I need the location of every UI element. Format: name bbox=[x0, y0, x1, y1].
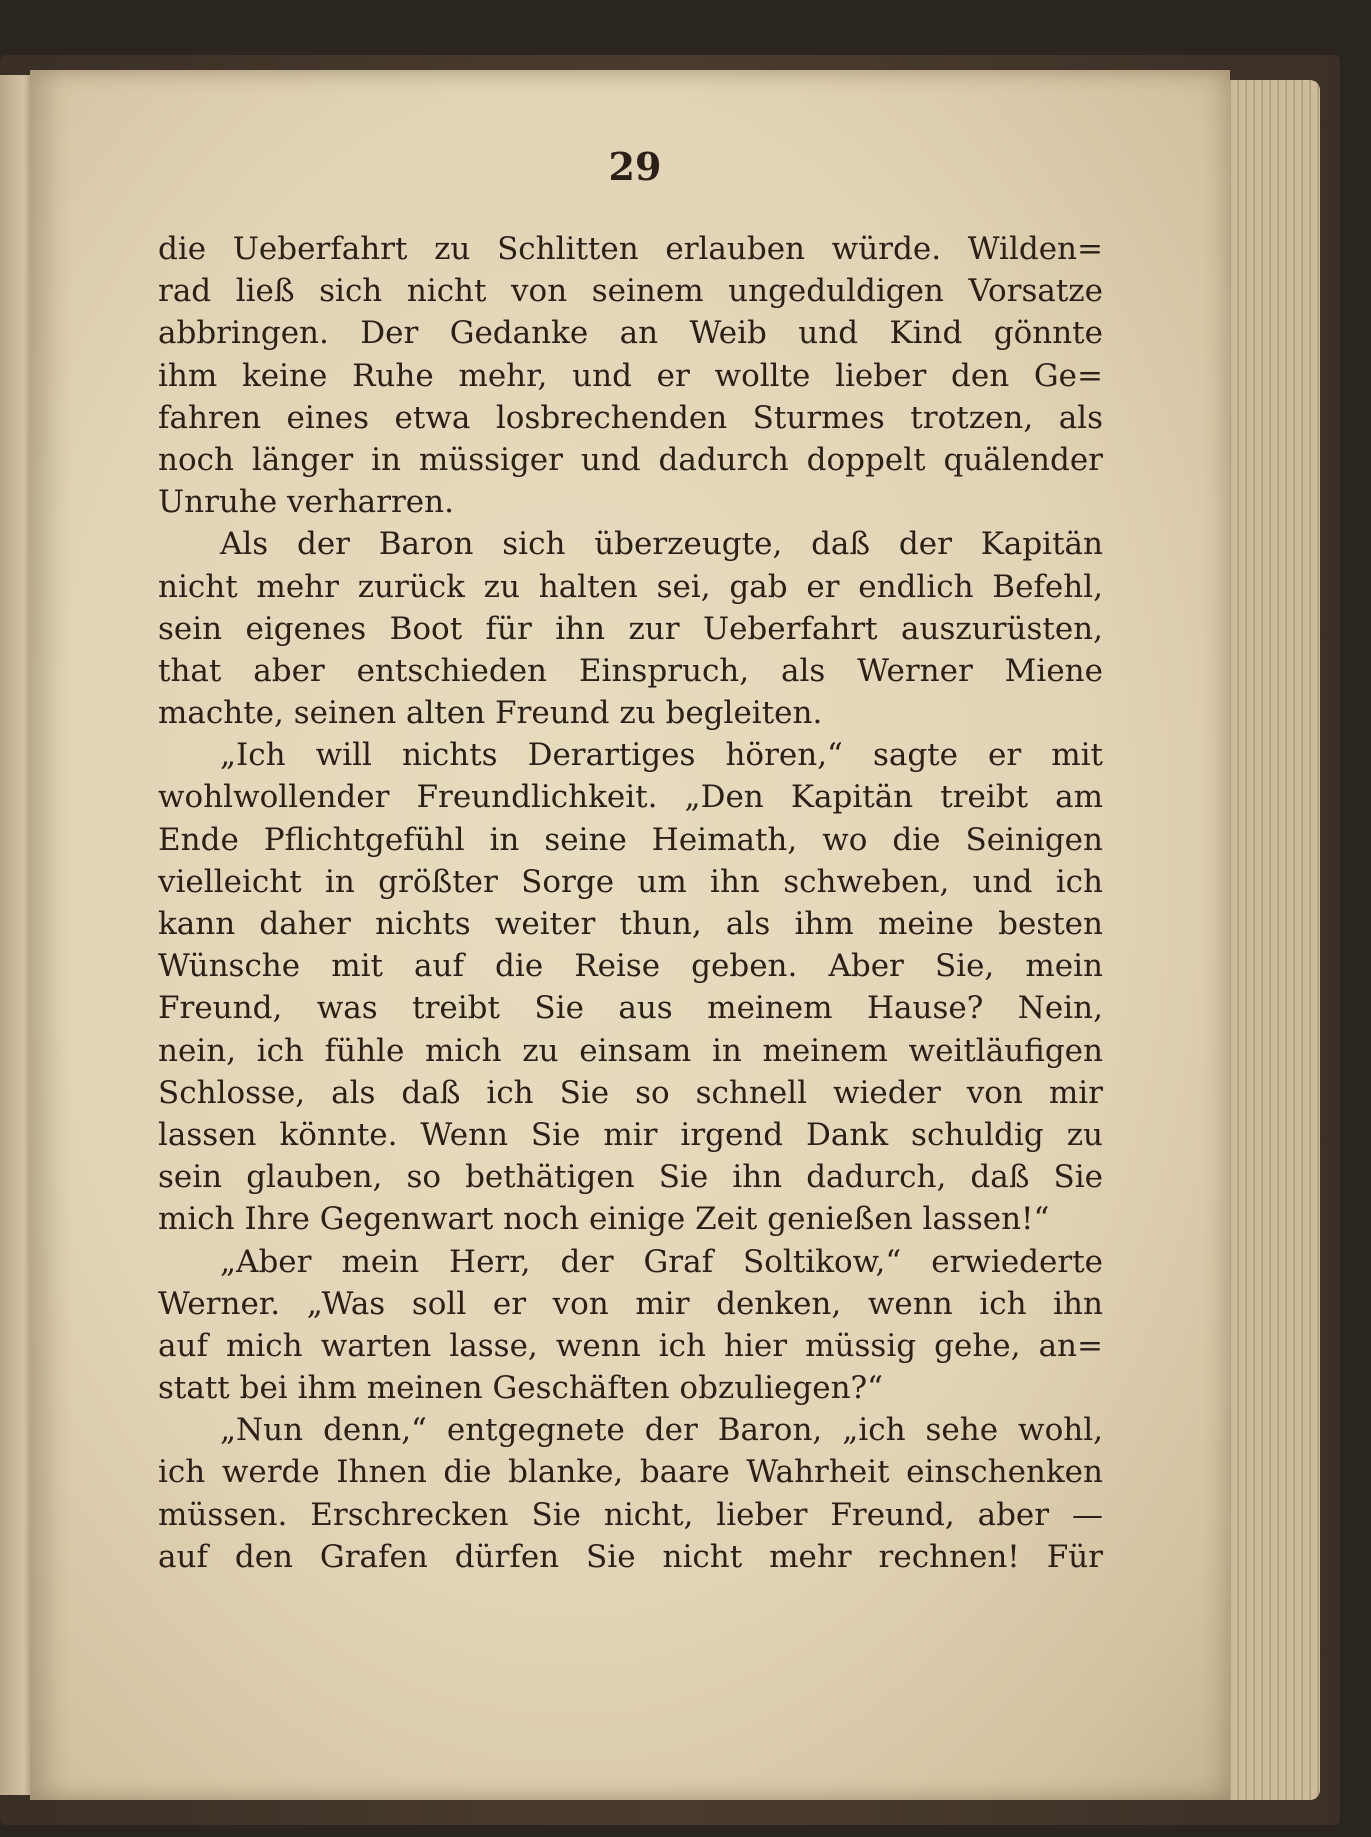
text-line: „Nun denn,“ entgegnete der Baron, „ich sehe wohl, bbox=[220, 1412, 1103, 1449]
text-line: sein glauben, so bethätigen Sie ihn dadurch, daß Sie bbox=[158, 1159, 1103, 1196]
text-line: rad ließ sich nicht von seinem ungeduldigen Vorsatze bbox=[158, 273, 1103, 310]
text-line: machte, seinen alten Freund zu begleiten. bbox=[158, 695, 823, 732]
text-line: müssen. Erschrecken Sie nicht, lieber Freund, aber — bbox=[158, 1496, 1103, 1533]
text-line: sein eigenes Boot für ihn zur Ueberfahrt auszurüsten, bbox=[158, 610, 1103, 647]
text-line: that aber entschieden Einspruch, als Werner Miene bbox=[158, 652, 1103, 689]
page-number: 29 bbox=[608, 144, 662, 189]
text-line: ihm keine Ruhe mehr, und er wollte lieber den Ge= bbox=[158, 357, 1103, 394]
text-line: lassen könnte. Wenn Sie mir irgend Dank schuldig zu bbox=[158, 1116, 1103, 1153]
text-line: vielleicht in größter Sorge um ihn schweben, und ich bbox=[158, 863, 1103, 900]
text-line: die Ueberfahrt zu Schlitten erlauben würde. Wilden= bbox=[158, 231, 1103, 267]
text-line: Als der Baron sich überzeugte, daß der Kapitän bbox=[220, 526, 1103, 563]
text-line: „Aber mein Herr, der Graf Soltikow,“ erwiederte bbox=[220, 1243, 1103, 1280]
text-line: Ende Pflichtgefühl in seine Heimath, wo die Seinigen bbox=[158, 821, 1103, 858]
text-line: statt bei ihm meinen Geschäften obzuliegen?“ bbox=[158, 1370, 884, 1407]
text-line: nicht mehr zurück zu halten sei, gab er endlich Befehl, bbox=[158, 568, 1103, 605]
text-line: wohlwollender Freundlichkeit. „Den Kapitän treibt am bbox=[158, 779, 1103, 816]
text-line: ich werde Ihnen die blanke, baare Wahrheit einschenken bbox=[158, 1454, 1103, 1491]
text-line: nein, ich fühle mich zu einsam in meinem weitläufigen bbox=[158, 1032, 1103, 1069]
text-line: noch länger in müssiger und dadurch doppelt quälender bbox=[158, 441, 1103, 478]
text-line: Wünsche mit auf die Reise geben. Aber Sie, mein bbox=[158, 948, 1103, 985]
text-line: fahren eines etwa losbrechenden Sturmes trotzen, als bbox=[158, 399, 1103, 436]
text-line: mich Ihre Gegenwart noch einige Zeit genießen lassen!“ bbox=[158, 1201, 1050, 1238]
text-line: Freund, was treibt Sie aus meinem Hause? Nein, bbox=[158, 990, 1103, 1027]
text-line: Unruhe verharren. bbox=[158, 484, 454, 521]
text-line: „Ich will nichts Derartiges hören,“ sagte er mit bbox=[220, 737, 1103, 774]
body-text bbox=[158, 228, 1103, 1578]
text-line: auf mich warten lasse, wenn ich hier müssig gehe, an= bbox=[158, 1327, 1103, 1364]
text-line: Schlosse, als daß ich Sie so schnell wieder von mir bbox=[158, 1074, 1103, 1111]
text-line: Werner. „Was soll er von mir denken, wenn ich ihn bbox=[158, 1285, 1103, 1322]
text-line: auf den Grafen dürfen Sie nicht mehr rechnen! Für bbox=[158, 1538, 1103, 1575]
text-line: abbringen. Der Gedanke an Weib und Kind gönnte bbox=[158, 315, 1103, 352]
text-line: kann daher nichts weiter thun, als ihm meine besten bbox=[158, 906, 1103, 942]
